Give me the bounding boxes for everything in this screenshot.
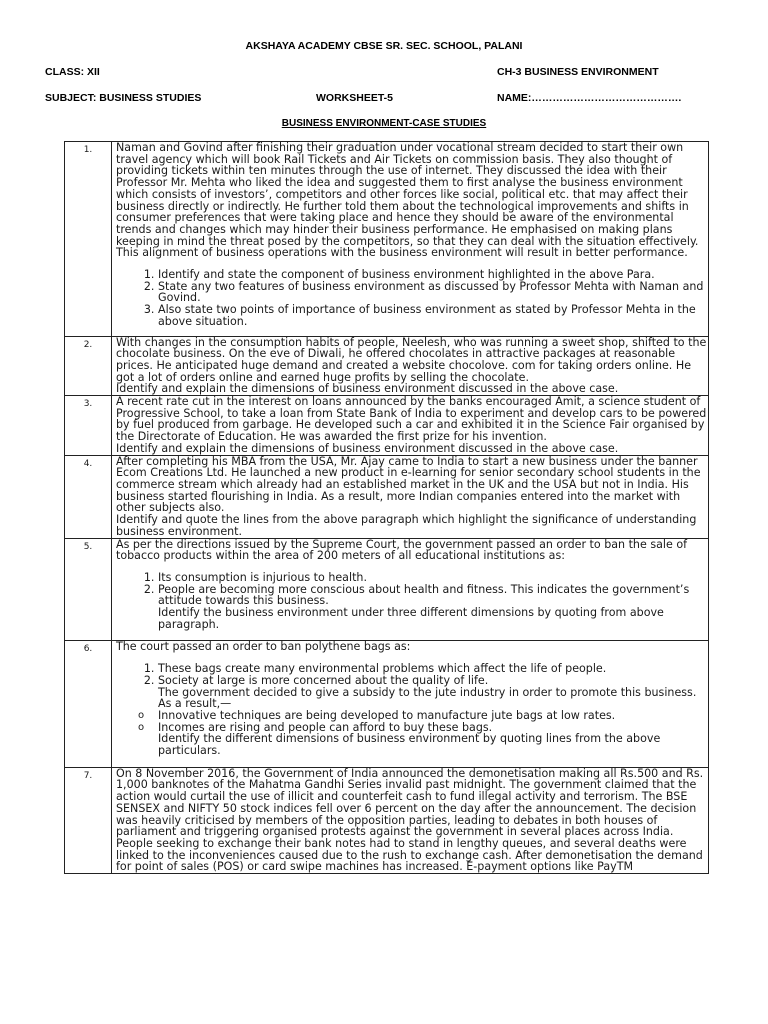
chapter-label: CH-3 BUSINESS ENVIRONMENT: [497, 66, 659, 78]
question-list: [116, 572, 708, 607]
question-text: Identify and quote the lines from the above paragraph which highlight the significance of understanding business environment.: [116, 513, 697, 538]
question-cell: [112, 455, 709, 538]
list-item: 3. Also state two points of importance of business environment as stated by Professor Mehta in the above situation.: [158, 304, 708, 327]
class-label: CLASS: XII: [45, 66, 100, 78]
question-number: 5.: [65, 538, 112, 641]
case-text: Naman and Govind after finishing their graduation under vocational stream decided to start their own travel agency which will book Rail Tickets and Air Tickets on commission basis. They also thought of providing tickets within ten minutes through the use of internet. They discussed the idea with their Professor Mr. Mehta who liked the idea and suggested them to first analyse the business environment which consists of investors’, competitors and other forces like social, political etc. that may affect their business directly or indirectly. He further told them about the technological improvements and shifts in consumer preferences that were taking place and hence they should be aware of the environmental trends and changes which may hinder their business performance. He emphasised on making plans keeping in mind the threat posed by the competitors, so that they can deal with the situation effectively. This alignment of business operations with the business environment will result in better performance.: [116, 141, 699, 260]
question-text: Identify and explain the dimensions of business environment discussed in the above case.: [116, 382, 619, 396]
question-cell: [112, 538, 709, 641]
table-row: [65, 336, 709, 396]
question-text: Identify the business environment under three different dimensions by quoting from above paragraph.: [158, 606, 664, 631]
case-text: A recent rate cut in the interest on loans announced by the banks encouraged Amit, a science student of Progressive School, to take a loan from State Bank of India to experiment and develop cars to be powered by fuel produced from garbage. He developed such a car and exhibited it in the Science Fair organised by the Directorate of Education. He was awarded the first prize for his invention.: [116, 395, 707, 444]
case-text: After completing his MBA from the USA, Mr. Ajay came to India to start a new business under the banner Ecom Creations Ltd. He launched a new product in e-learning for senior secondary school students in the commerce stream which already had an established market in the UK and the USA but not in India. His business started flourishing in India. As a result, more Indian companies entered into the market with other subjects also.: [116, 454, 701, 515]
question-number: 3.: [65, 396, 112, 456]
list-item: o Incomes are rising and people can afford to buy these bags.: [138, 722, 708, 734]
table-row: [65, 396, 709, 456]
list-item: o Innovative techniques are being developed to manufacture jute bags at low rates.: [138, 710, 708, 722]
list-item: 1. Its consumption is injurious to health.: [158, 572, 708, 584]
question-cell: [112, 641, 709, 767]
table-row: [65, 142, 709, 337]
question-number: 1.: [65, 142, 112, 337]
case-text: With changes in the consumption habits of people, Neelesh, who was running a sweet shop, shifted to the chocolate business. On the eve of Diwali, he offered chocolates in attractive packages at reasonable prices. He anticipated huge demand and created a website chocolove. com for taking orders online. He got a lot of orders online and earned huge profits by selling the chocolate.: [116, 335, 707, 384]
list-item: 2. Society at large is more concerned about the quality of life.: [158, 675, 708, 687]
question-list: [116, 663, 708, 686]
case-studies-table: [64, 141, 709, 874]
case-text: On 8 November 2016, the Government of India announced the demonetisation making all Rs.500 and Rs. 1,000 banknotes of the Mahatma Gandhi Series invalid past midnight. The government claimed that the action would curtail the use of illicit and counterfeit cash to fund illegal activity and terrorism. The BSE SENSEX and NIFTY 50 stock indices fell over 6 percent on the day after the announcement. The decision was heavily criticised by members of the opposition parties, leading to debates in both houses of parliament and triggering organised protests against the government in several places across India. People seeking to exchange their bank notes had to stand in lengthy queues, and several deaths were linked to the inconveniences caused due to the rush to exchange cash. After demonetisation the demand for point of sales (POS) or card swipe machines has increased. E-payment options like PayTM: [116, 766, 704, 874]
list-item: 2. State any two features of business environment as discussed by Professor Mehta with Naman and Govind.: [158, 281, 708, 304]
table-row: [65, 641, 709, 767]
question-number: 4.: [65, 455, 112, 538]
list-item: 1. These bags create many environmental problems which affect the life of people.: [158, 663, 708, 675]
question-number: 2.: [65, 336, 112, 396]
question-cell: [112, 142, 709, 337]
subject-label: SUBJECT: BUSINESS STUDIES: [45, 92, 202, 104]
question-list: [116, 269, 708, 328]
worksheet-subheading: BUSINESS ENVIRONMENT-CASE STUDIES: [281, 118, 487, 129]
continuation-text: The government decided to give a subsidy to the jute industry in order to promote this business. As a result,—: [158, 685, 697, 711]
question-cell: [112, 396, 709, 456]
case-text: The court passed an order to ban polythene bags as:: [116, 640, 411, 654]
case-text: As per the directions issued by the Supreme Court, the government passed an order to ban the sale of tobacco products within the area of 200 meters of all educational institutions as:: [116, 537, 688, 563]
question-cell: [112, 336, 709, 396]
question-cell: [112, 767, 709, 873]
school-name: AKSHAYA ACADEMY CBSE SR. SEC. SCHOOL, PALANI: [245, 40, 523, 52]
table-row: [65, 455, 709, 538]
name-field: NAME:…………………………………….: [497, 92, 682, 104]
list-item: 1. Identify and state the component of business environment highlighted in the above Para.: [158, 269, 708, 281]
question-number: 7.: [65, 767, 112, 873]
worksheet-label: WORKSHEET-5: [316, 92, 394, 104]
bullet-list: [116, 710, 708, 733]
question-text: Identify the different dimensions of business environment by quoting lines from the above particulars.: [158, 732, 661, 758]
table-row: [65, 538, 709, 641]
list-item: 2. People are becoming more conscious about health and fitness. This indicates the government’s attitude towards this business.: [158, 584, 708, 607]
table-row: [65, 767, 709, 873]
question-text: Identify and explain the dimensions of business environment discussed in the above case.: [116, 441, 619, 455]
question-number: 6.: [65, 641, 112, 767]
